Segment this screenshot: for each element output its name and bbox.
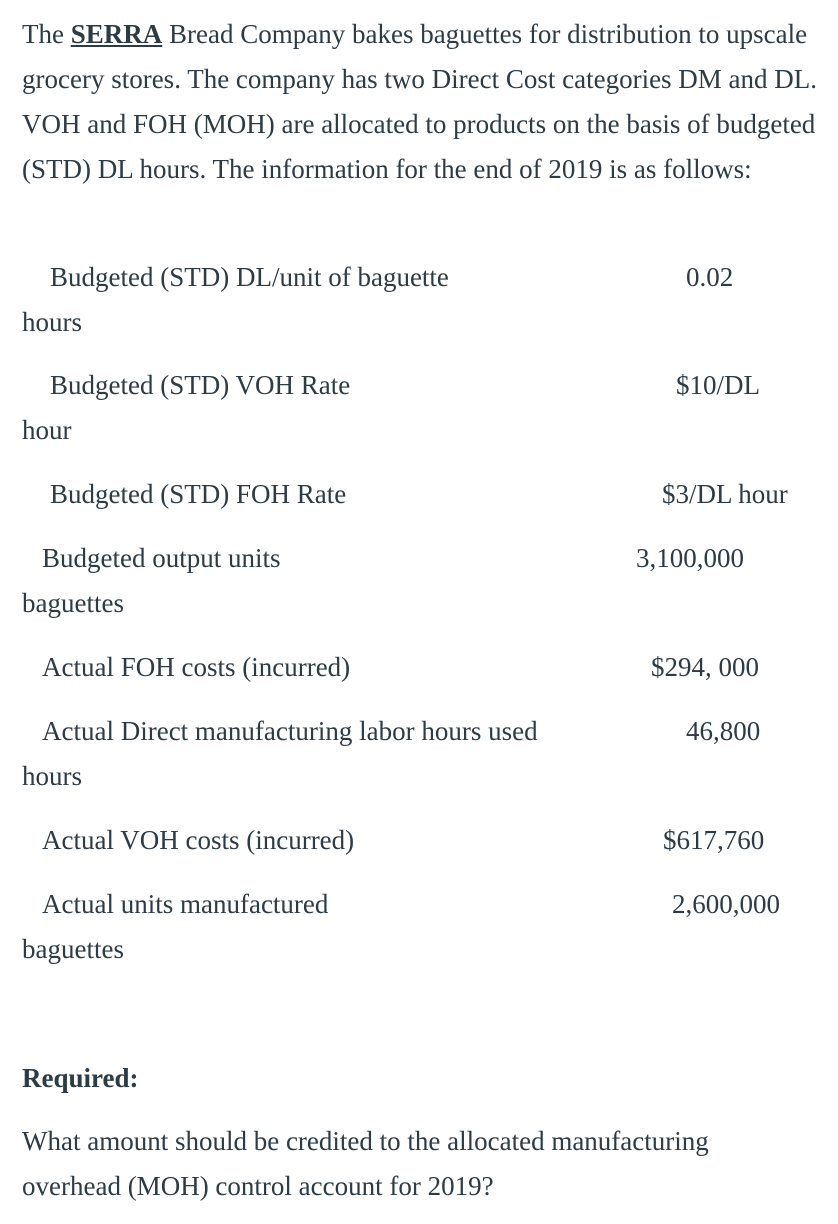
data-row-budgeted-voh-rate bbox=[0, 363, 838, 445]
row-value: 2,600,000 bbox=[672, 889, 780, 919]
row-unit: hours bbox=[22, 307, 82, 337]
data-row-actual-units bbox=[0, 882, 838, 964]
row-label: Actual units manufactured bbox=[42, 889, 329, 919]
required-heading: Required: bbox=[22, 1063, 139, 1093]
data-row-actual-foh bbox=[0, 645, 838, 690]
intro-paragraph bbox=[22, 12, 822, 192]
row-label: Actual Direct manufacturing labor hours used bbox=[42, 716, 538, 746]
row-label: Budgeted (STD) DL/unit of baguette bbox=[50, 262, 449, 292]
intro-prefix: The bbox=[22, 19, 71, 49]
row-value: $294, 000 bbox=[651, 652, 759, 682]
row-value: 0.02 bbox=[686, 262, 734, 292]
data-row-budgeted-output bbox=[0, 536, 838, 618]
row-label: Budgeted output units bbox=[42, 543, 281, 573]
row-unit: hours bbox=[22, 761, 82, 791]
row-value: 46,800 bbox=[686, 716, 761, 746]
intro-suffix: Bread Company bakes baguettes for distribution to upscale grocery stores. The company has two Direct Cost categories DM and DL. VOH and FOH (MOH) are allocated to products on the basis of budgeted (STD) DL hours. The information for the end of 2019 is as follows: bbox=[22, 19, 818, 184]
row-unit: baguettes bbox=[22, 934, 124, 964]
data-row-budgeted-dl-per-unit bbox=[0, 255, 838, 337]
row-label: Budgeted (STD) FOH Rate bbox=[50, 479, 347, 509]
row-unit: baguettes bbox=[22, 588, 124, 618]
row-label: Actual FOH costs (incurred) bbox=[42, 652, 351, 682]
row-label: Budgeted (STD) VOH Rate bbox=[50, 370, 351, 400]
row-label: Actual VOH costs (incurred) bbox=[42, 825, 355, 855]
row-value: $10/DL bbox=[676, 370, 760, 400]
company-name: SERRA bbox=[70, 19, 163, 49]
data-row-actual-voh bbox=[0, 818, 838, 863]
data-row-budgeted-foh-rate bbox=[0, 472, 838, 517]
row-value: $3/DL hour bbox=[662, 479, 788, 509]
row-unit: hour bbox=[22, 415, 72, 445]
row-value: 3,100,000 bbox=[636, 543, 744, 573]
data-row-actual-dl-hours bbox=[0, 709, 838, 791]
row-value: $617,760 bbox=[663, 825, 765, 855]
question-text: What amount should be credited to the allocated manufacturing overhead (MOH) control account for 2019? bbox=[22, 1126, 709, 1201]
